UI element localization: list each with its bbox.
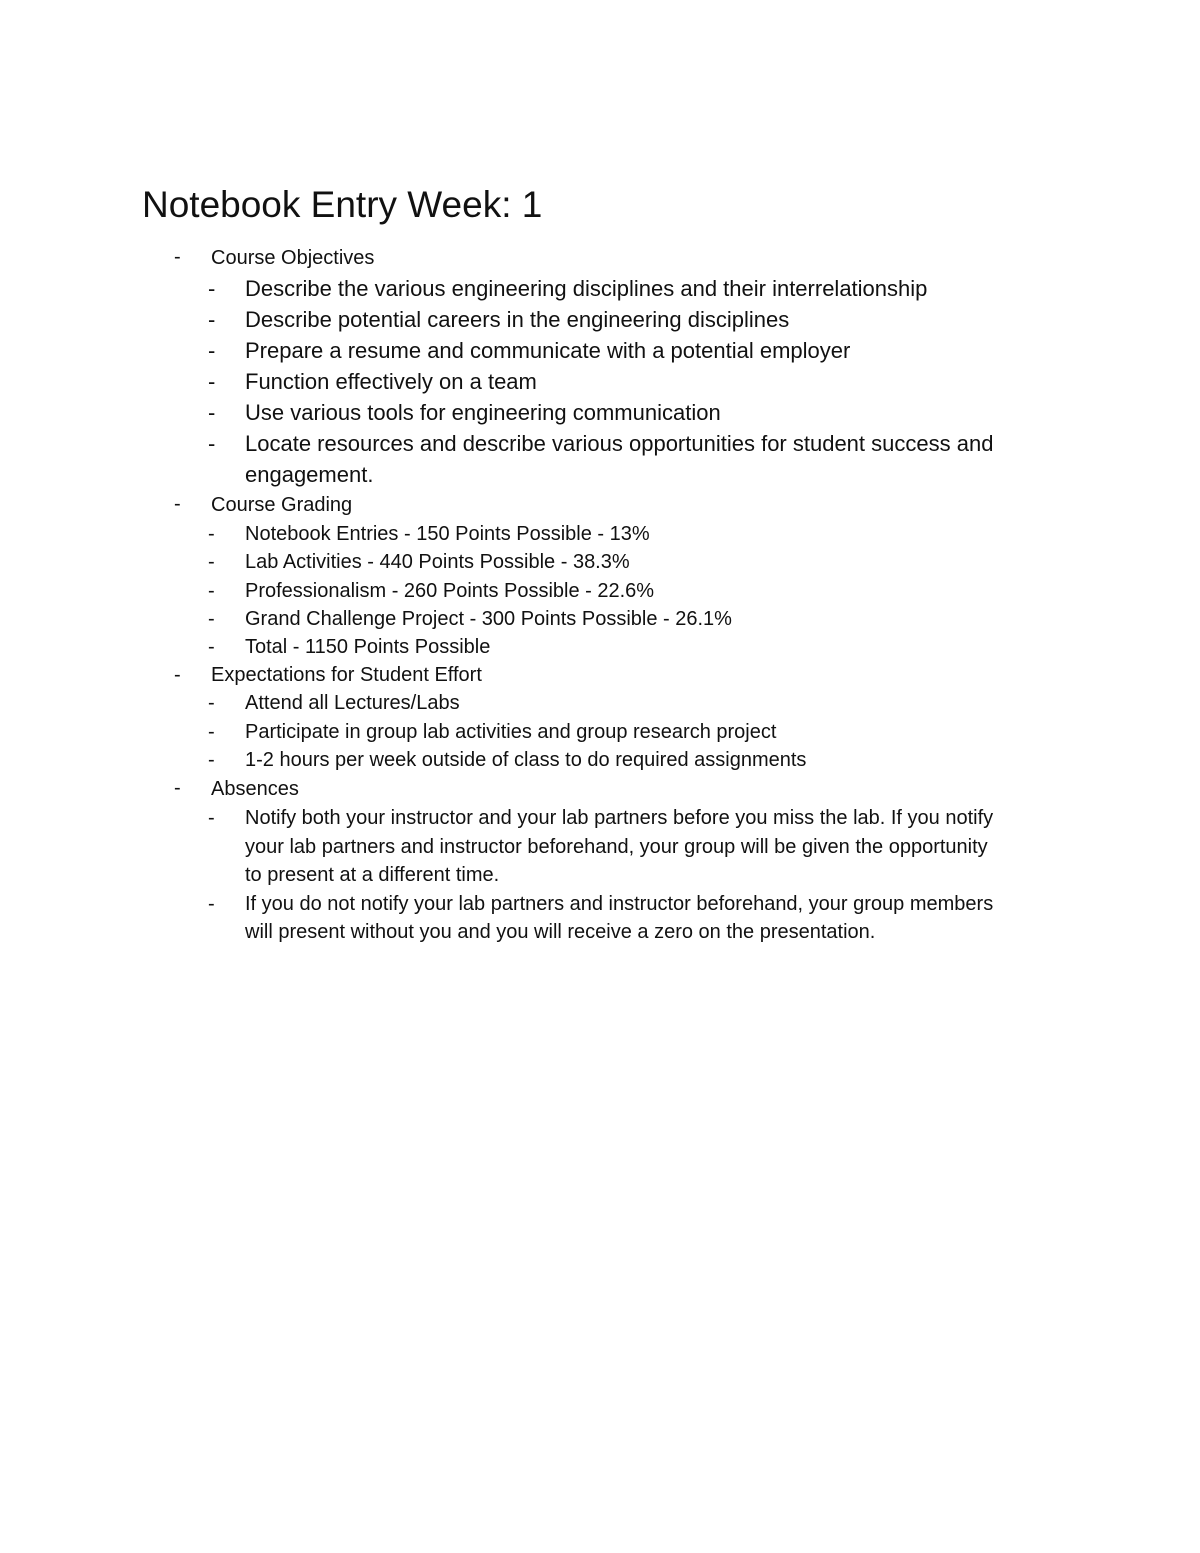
list-item — [174, 633, 1074, 661]
list-item — [174, 304, 1074, 335]
bullet-dash: - — [208, 636, 215, 659]
outline-list — [174, 243, 1074, 947]
bullet-dash: - — [208, 579, 215, 602]
bullet-dash: - — [174, 664, 181, 687]
bullet-dash: - — [208, 720, 215, 743]
list-item — [174, 718, 1074, 746]
section-heading: Expectations for Student Effort — [211, 664, 482, 687]
list-item — [174, 273, 1074, 304]
section-heading: Course Grading — [211, 494, 353, 516]
section-heading: Absences — [211, 778, 299, 801]
list-item-text: Notify both your instructor and your lab partners before you miss the lab. If you notify your lab partners and instructor beforehand, your group will be given the opportunity to present at a different time. — [245, 807, 994, 887]
bullet-dash: - — [174, 493, 181, 515]
list-item — [174, 804, 1074, 890]
section-heading: Course Objectives — [211, 247, 375, 269]
list-item-text: Attend all Lectures/Labs — [245, 692, 460, 715]
sublist-effort — [174, 689, 1074, 774]
bullet-dash: - — [208, 692, 215, 715]
bullet-dash: - — [208, 523, 215, 545]
bullet-dash: - — [208, 431, 216, 456]
bullet-dash: - — [208, 338, 216, 363]
page-title: Notebook Entry Week: 1 — [142, 184, 543, 225]
list-item-text: Describe the various engineering disciplines and their interrelationship — [245, 276, 928, 301]
list-item-text: Total - 1150 Points Possible — [245, 636, 491, 659]
list-item-text: Notebook Entries - 150 Points Possible - 13% — [245, 523, 650, 545]
list-item — [174, 689, 1074, 717]
bullet-dash: - — [208, 369, 216, 394]
list-item — [174, 520, 1074, 548]
list-item — [174, 605, 1074, 633]
list-item — [174, 335, 1074, 366]
list-item-text: Participate in group lab activities and group research project — [245, 720, 777, 743]
list-item — [174, 366, 1074, 397]
bullet-dash: - — [174, 777, 181, 800]
section-course-objectives — [174, 243, 1074, 490]
sublist-objectives — [174, 273, 1074, 490]
list-item-text: Function effectively on a team — [245, 369, 537, 394]
list-item-text: Grand Challenge Project - 300 Points Possible - 26.1% — [245, 607, 732, 630]
list-item-text: Prepare a resume and communicate with a potential employer — [245, 338, 851, 363]
list-item-text: If you do not notify your lab partners and instructor beforehand, your group members will present without you and you will receive a zero on the presentation. — [245, 892, 994, 944]
list-item-text: Describe potential careers in the engineering disciplines — [245, 307, 790, 332]
list-item-text: Locate resources and describe various opportunities for student success and engagement. — [245, 431, 994, 487]
list-item — [174, 548, 1074, 576]
list-item-text: 1-2 hours per week outside of class to do required assignments — [245, 749, 807, 772]
bullet-dash: - — [208, 551, 215, 574]
list-item — [174, 577, 1074, 605]
list-item — [174, 428, 1074, 490]
sublist-grading — [174, 520, 1074, 661]
bullet-dash: - — [208, 807, 215, 830]
bullet-dash: - — [208, 400, 216, 425]
list-item — [174, 397, 1074, 428]
section-course-grading — [174, 490, 1074, 661]
list-item-text: Professionalism - 260 Points Possible - 22.6% — [245, 579, 655, 602]
list-item-text: Lab Activities - 440 Points Possible - 38.3% — [245, 551, 630, 574]
bullet-dash: - — [174, 246, 181, 268]
bullet-dash: - — [208, 607, 215, 630]
list-item — [174, 890, 1074, 947]
section-student-effort — [174, 661, 1074, 774]
bullet-dash: - — [208, 307, 216, 332]
bullet-dash: - — [208, 749, 215, 772]
bullet-dash: - — [208, 892, 215, 915]
bullet-dash: - — [208, 276, 216, 301]
sublist-absences — [174, 804, 1074, 947]
list-item — [174, 746, 1074, 774]
section-absences — [174, 774, 1074, 947]
list-item-text: Use various tools for engineering communication — [245, 400, 721, 425]
